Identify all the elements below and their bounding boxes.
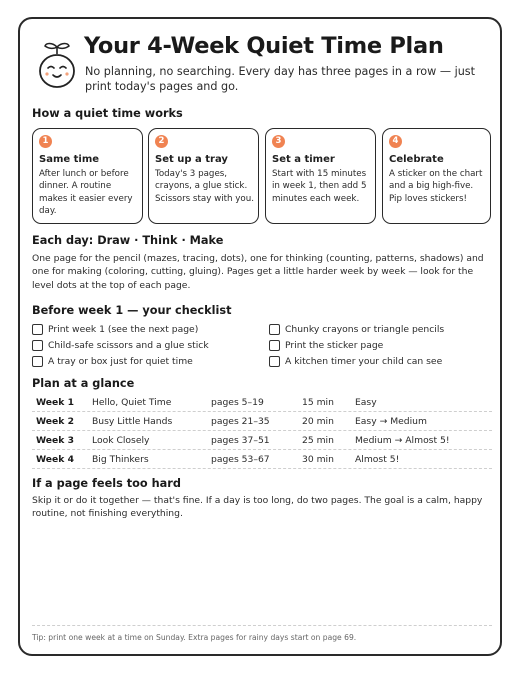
week-pages: pages 37–51	[211, 435, 270, 446]
checkbox[interactable]	[32, 324, 43, 335]
step-body: Start with 15 minutes in week 1, then add 5 minutes each week.	[272, 169, 367, 204]
step-card-3	[265, 128, 376, 224]
footer-divider	[32, 625, 492, 626]
week-label: Week 2	[36, 416, 74, 427]
checklist-item-label: A tray or box just for quiet time	[48, 356, 193, 367]
checklist-item-label: Chunky crayons or triangle pencils	[285, 324, 445, 335]
footer-tip: Tip: print one week at a time on Sunday. Extra pages for rainy days start on page 69.	[32, 633, 357, 642]
checkbox[interactable]	[32, 340, 43, 351]
week-pages: pages 5–19	[211, 397, 264, 408]
step-body: A sticker on the chart and a big high-five. Pip loves stickers!	[389, 169, 483, 204]
step-number-badge: 4	[389, 135, 402, 148]
week-label: Week 4	[36, 454, 74, 465]
how-it-works-heading: How a quiet time works	[32, 107, 183, 120]
checklist-item-label: Print the sticker page	[285, 340, 384, 351]
step-body: After lunch or before dinner. A routine makes it easier every day.	[39, 169, 133, 216]
week-level: Easy	[355, 397, 377, 408]
week-name: Hello, Quiet Time	[92, 397, 172, 408]
table-row	[32, 450, 492, 469]
checklist-item-label: Child-safe scissors and a glue stick	[48, 340, 209, 351]
checkbox[interactable]	[269, 356, 280, 367]
week-name: Look Closely	[92, 435, 150, 446]
plan-heading: Plan at a glance	[32, 377, 135, 390]
week-minutes: 30 min	[302, 454, 334, 465]
each-day-body: One page for the pencil (mazes, tracing, dots), one for thinking (counting, patterns, shadows) and one for making (coloring, cutting, gluing). Pages get a little harder week by week — look for the level dots at the top of each page.	[32, 253, 484, 291]
week-minutes: 20 min	[302, 416, 334, 427]
step-number-badge: 2	[155, 135, 168, 148]
sprout-face-icon	[35, 41, 79, 89]
week-name: Big Thinkers	[92, 454, 149, 465]
week-level: Medium → Almost 5!	[355, 435, 450, 446]
week-pages: pages 21–35	[211, 416, 270, 427]
checklist-heading: Before week 1 — your checklist	[32, 304, 232, 317]
step-title: Same time	[39, 154, 100, 165]
too-hard-heading: If a page feels too hard	[32, 477, 181, 490]
step-number-badge: 3	[272, 135, 285, 148]
checklist-item-label: A kitchen timer your child can see	[285, 356, 443, 367]
week-level: Easy → Medium	[355, 416, 427, 427]
table-row	[32, 393, 492, 412]
checkbox[interactable]	[32, 356, 43, 367]
checklist-item-label: Print week 1 (see the next page)	[48, 324, 199, 335]
step-card-4	[382, 128, 491, 224]
table-row	[32, 412, 492, 431]
step-body: Today's 3 pages, crayons, a glue stick. Scissors stay with you.	[155, 169, 255, 204]
week-label: Week 1	[36, 397, 74, 408]
week-minutes: 15 min	[302, 397, 334, 408]
checkbox[interactable]	[269, 340, 280, 351]
week-name: Busy Little Hands	[92, 416, 173, 427]
week-pages: pages 53–67	[211, 454, 270, 465]
week-minutes: 25 min	[302, 435, 334, 446]
checkbox[interactable]	[269, 324, 280, 335]
table-row	[32, 431, 492, 450]
week-label: Week 3	[36, 435, 74, 446]
each-day-heading: Each day: Draw · Think · Make	[32, 234, 224, 247]
step-title: Set a timer	[272, 154, 335, 165]
step-title: Celebrate	[389, 154, 444, 165]
too-hard-body: Skip it or do it together — that's fine. If a day is too long, do two pages. The goal is a calm, happy routine, not finishing everything.	[32, 495, 483, 520]
worksheet-page	[18, 17, 502, 656]
week-level: Almost 5!	[355, 454, 400, 465]
step-title: Set up a tray	[155, 154, 228, 165]
step-card-2	[148, 128, 259, 224]
step-number-badge: 1	[39, 135, 52, 148]
page-title: Your 4-Week Quiet Time Plan	[84, 33, 444, 59]
step-card-1	[32, 128, 143, 224]
page-subtitle: No planning, no searching. Every day has three pages in a row — just print today's pages and go.	[85, 65, 476, 93]
